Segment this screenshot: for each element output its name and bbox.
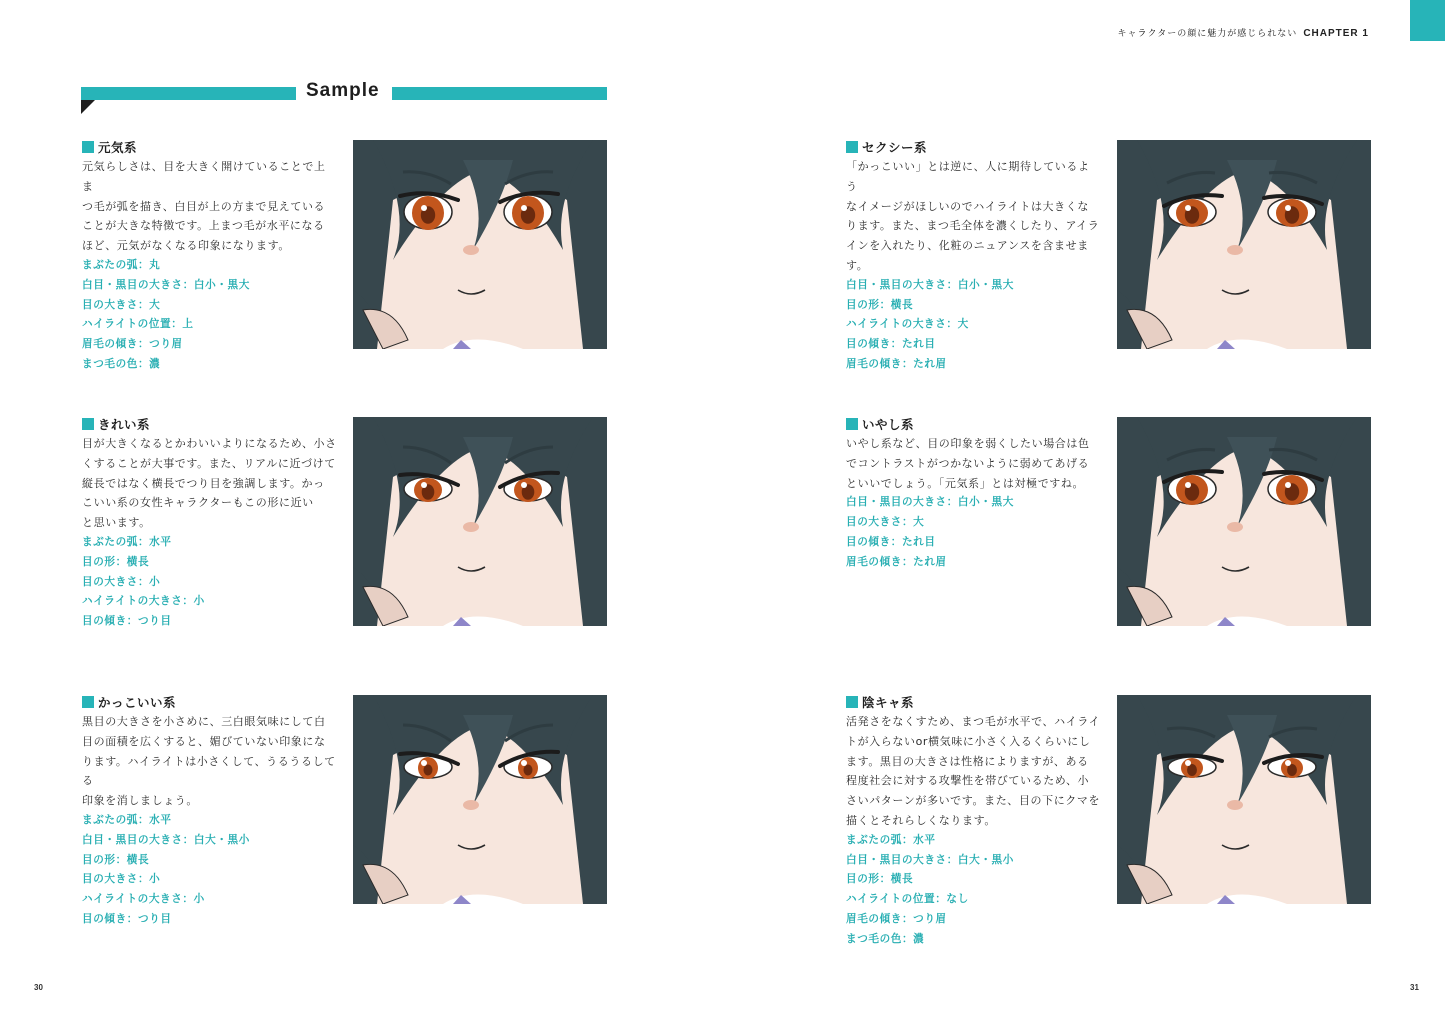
banner-flag xyxy=(81,100,95,114)
section-genki xyxy=(82,137,337,375)
section-body-line: 程度社会に対する攻撃性を帯びているため、小 xyxy=(846,774,1090,788)
attribute-line: ハイライトの位置：なし xyxy=(846,893,969,906)
section-body-line: 印象を消しましょう。 xyxy=(82,794,198,808)
illustration-kirei xyxy=(353,417,607,626)
attribute-line: 目の傾き：たれ目 xyxy=(846,338,936,351)
section-body-line: 目の面積を広くすると、媚びていない印象にな xyxy=(82,734,326,748)
section-inkya xyxy=(846,692,1101,950)
section-marker xyxy=(846,418,858,430)
section-body-line: ります。また、まつ毛全体を濃くしたり、アイラ xyxy=(846,219,1100,233)
section-marker xyxy=(846,696,858,708)
section-body-line: 描くとそれらしくなります。 xyxy=(846,813,996,827)
section-title: いやし系 xyxy=(862,417,915,432)
attribute-line: 目の大きさ：大 xyxy=(846,516,925,529)
section-title: きれい系 xyxy=(98,417,151,432)
chapter-label: CHAPTER 1 xyxy=(1303,28,1369,39)
attribute-line: まぶたの弧：水平 xyxy=(82,535,172,548)
attribute-line: ハイライトの大きさ：小 xyxy=(82,893,205,906)
attribute-line: まぶたの弧：水平 xyxy=(846,833,936,846)
section-body-line: 目が大きくなるとかわいいよりになるため、小さ xyxy=(82,437,337,450)
section-body-line: ことが大きな特徴です。上まつ毛が水平になる xyxy=(82,219,325,233)
chapter-corner-tab xyxy=(1410,0,1445,41)
section-kakkoii xyxy=(82,692,337,930)
section-body-line: こいい系の女性キャラクターもこの形に近い xyxy=(82,496,314,510)
attribute-line: 目の傾き：つり目 xyxy=(82,912,172,925)
section-marker xyxy=(82,141,94,153)
section-title: かっこいい系 xyxy=(98,695,177,710)
attribute-line: 目の大きさ：大 xyxy=(82,298,161,311)
section-body-line: でコントラストがつかないように弱めてあげる xyxy=(846,456,1090,470)
attribute-line: ハイライトの大きさ：大 xyxy=(846,318,969,331)
section-body-line: なイメージがほしいのでハイライトは大きくな xyxy=(846,199,1089,213)
attribute-line: 白目・黒目の大きさ：白小・黒大 xyxy=(846,496,1014,509)
illustration-iyashi xyxy=(1117,417,1371,626)
attribute-line: まつ毛の色：濃 xyxy=(846,932,925,945)
section-title: 元気系 xyxy=(98,140,138,155)
banner-bar-right xyxy=(392,87,607,100)
section-iyashi xyxy=(846,414,1101,573)
page-number-right: 31 xyxy=(1410,983,1419,992)
illustration-inkya xyxy=(1117,695,1371,904)
attribute-line: 目の大きさ：小 xyxy=(82,873,161,886)
attribute-line: 目の大きさ：小 xyxy=(82,575,161,588)
sample-title: Sample xyxy=(306,80,380,101)
illustration-genki xyxy=(353,140,607,349)
attribute-line: まぶたの弧：水平 xyxy=(82,813,172,826)
section-body-line: 活発さをなくすため、まつ毛が水平で、ハイライ xyxy=(846,715,1101,728)
section-body-line: いやし系など、目の印象を弱くしたい場合は色 xyxy=(846,437,1090,450)
chapter-header xyxy=(1117,26,1369,39)
chapter-title: キャラクターの顔に魅力が感じられない xyxy=(1117,29,1298,39)
section-body-line: 元気らしさは、目を大きく開けていることで上ま xyxy=(82,160,326,193)
attribute-line: 目の形：横長 xyxy=(82,853,150,866)
attribute-line: ハイライトの位置：上 xyxy=(82,318,194,331)
attribute-line: まつ毛の色：濃 xyxy=(82,357,161,370)
section-body-line: 「かっこいい」とは逆に、人に期待しているよう xyxy=(846,160,1090,193)
section-body-line: 黒目の大きさを小さめに、三白眼気味にして白 xyxy=(82,715,326,728)
section-kirei xyxy=(82,414,337,632)
section-sexy xyxy=(846,137,1101,375)
section-title: セクシー系 xyxy=(862,140,928,155)
attribute-line: 目の傾き：たれ目 xyxy=(846,535,936,548)
section-body-line: と思います。 xyxy=(82,516,151,530)
section-marker xyxy=(82,418,94,430)
section-marker xyxy=(846,141,858,153)
section-body-line: くすることが大事です。また、リアルに近づけて xyxy=(82,456,336,470)
section-title: 陰キャ系 xyxy=(862,695,915,710)
section-body-line: ります。ハイライトは小さくして、うるうるしてる xyxy=(82,754,336,788)
attribute-line: 目の傾き：つり目 xyxy=(82,615,172,628)
banner-bar-left xyxy=(81,87,296,100)
attribute-line: 眉毛の傾き：たれ眉 xyxy=(846,357,947,370)
section-body-line: ます。黒目の大きさは性格によりますが、ある xyxy=(846,754,1089,768)
section-body-line: ほど、元気がなくなる印象になります。 xyxy=(82,239,290,253)
attribute-line: 目の形：横長 xyxy=(82,555,150,568)
attribute-line: 目の形：横長 xyxy=(846,298,914,311)
attribute-line: ハイライトの大きさ：小 xyxy=(82,595,205,608)
attribute-line: 白目・黒目の大きさ：白大・黒小 xyxy=(846,853,1014,866)
attribute-line: まぶたの弧：丸 xyxy=(82,258,161,271)
section-body-line: 縦長ではなく横長でつり目を強調します。かっ xyxy=(82,476,325,490)
attribute-line: 目の形：横長 xyxy=(846,873,914,886)
illustration-sexy xyxy=(1117,140,1371,349)
attribute-line: 眉毛の傾き：つり眉 xyxy=(846,912,947,925)
attribute-line: 白目・黒目の大きさ：白大・黒小 xyxy=(82,833,250,846)
section-body-line: さいパターンが多いです。また、目の下にクマを xyxy=(846,794,1101,808)
section-body-line: インを入れたり、化粧のニュアンスを含ませます。 xyxy=(846,239,1089,272)
page-number-left: 30 xyxy=(34,983,43,992)
section-body-line: トが入らないor横気味に小さく入るくらいにし xyxy=(846,734,1091,748)
attribute-line: 白目・黒目の大きさ：白小・黒大 xyxy=(82,278,250,291)
illustration-kakkoii xyxy=(353,695,607,904)
attribute-line: 眉毛の傾き：たれ眉 xyxy=(846,555,947,568)
attribute-line: 眉毛の傾き：つり眉 xyxy=(82,338,183,351)
section-marker xyxy=(82,696,94,708)
attribute-line: 白目・黒目の大きさ：白小・黒大 xyxy=(846,278,1014,291)
section-body-line: といいでしょう。「元気系」とは対極ですね。 xyxy=(846,476,1085,490)
section-body-line: つ毛が弧を描き、白目が上の方まで見えている xyxy=(82,199,326,213)
